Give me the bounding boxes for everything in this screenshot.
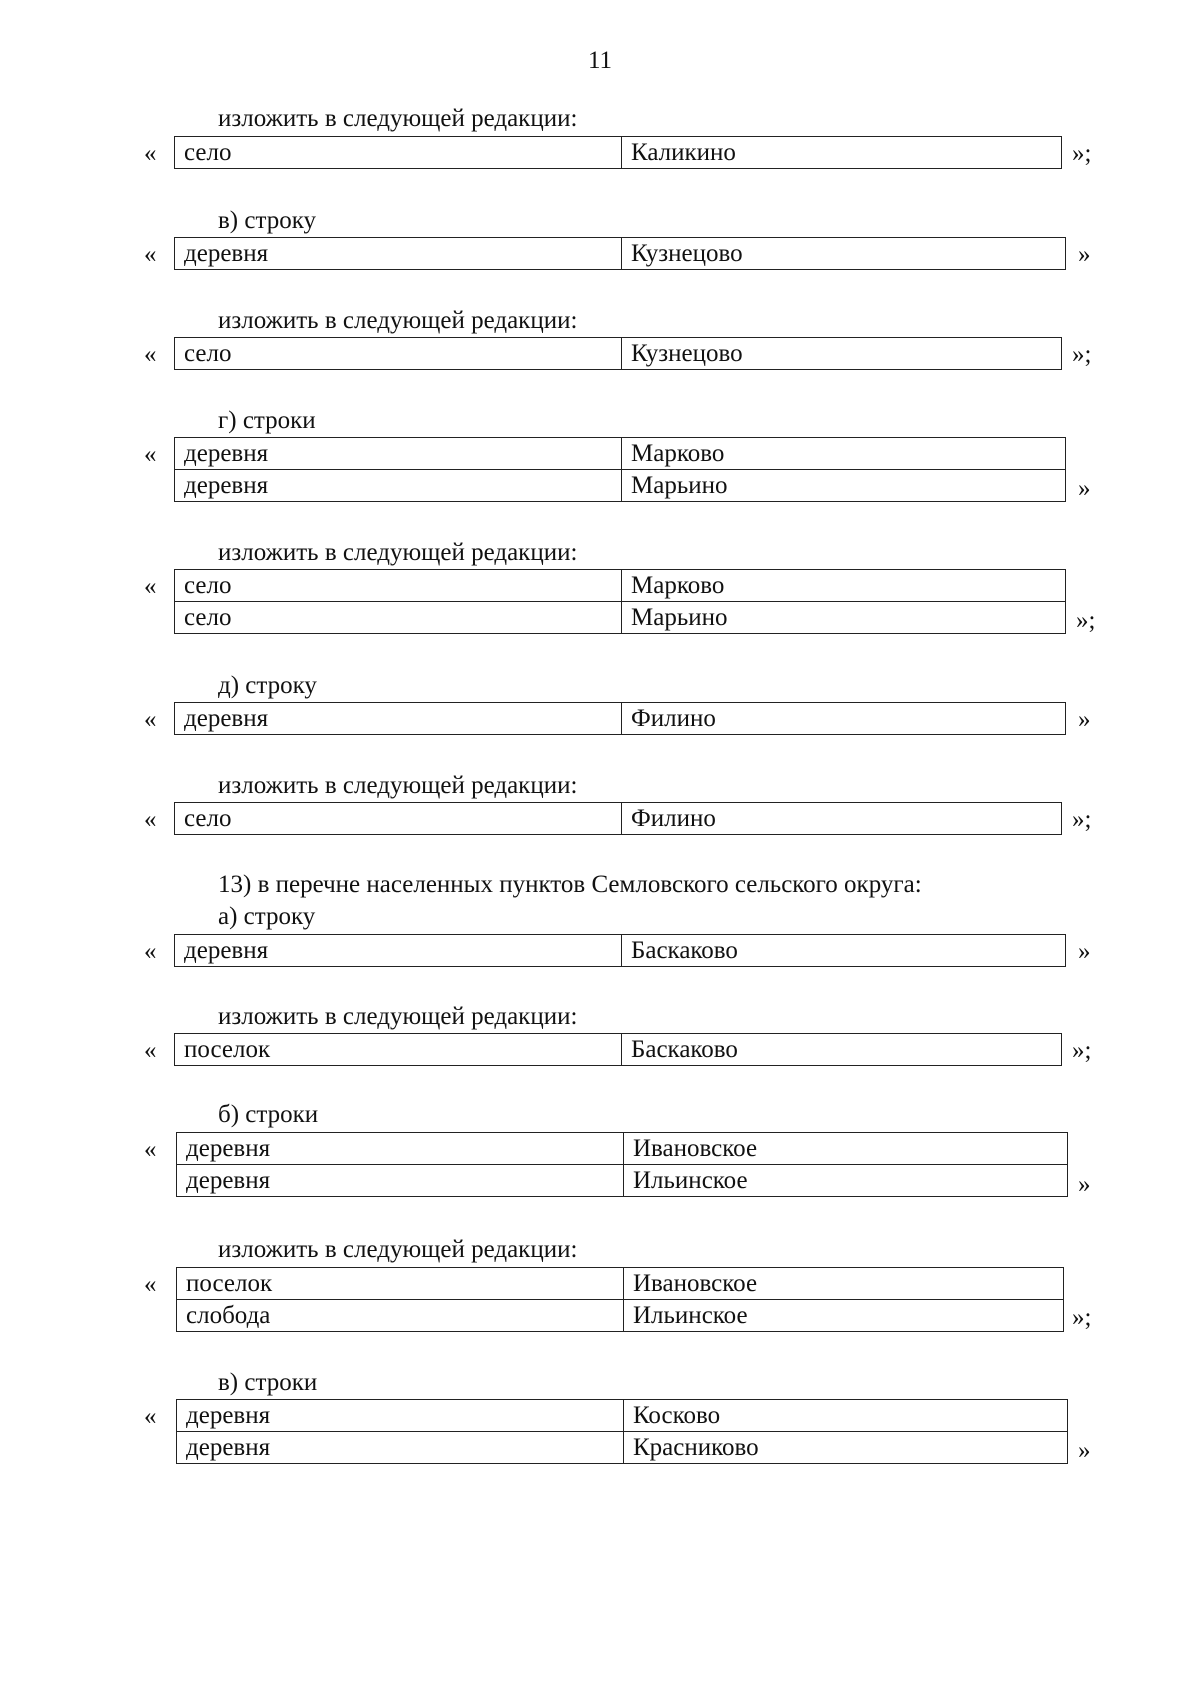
settlement-name-cell: Косково: [624, 1400, 1068, 1432]
settlement-table: [174, 237, 1066, 270]
settlement-table: [174, 437, 1066, 502]
settlement-name-cell: Кузнецово: [622, 238, 1066, 270]
open-quote: «: [144, 140, 157, 167]
settlement-name-cell: Марьино: [622, 602, 1066, 634]
open-quote: «: [144, 1271, 157, 1298]
open-quote: «: [144, 1403, 157, 1430]
table-row: [175, 1034, 1062, 1066]
block-heading: изложить в следующей редакции:: [218, 772, 578, 799]
open-quote: «: [144, 706, 157, 733]
close-quote: »: [1078, 241, 1091, 268]
close-quote: »;: [1072, 806, 1092, 833]
settlement-type-cell: деревня: [175, 703, 622, 735]
section-paragraph: 13) в перечне населенных пунктов Семловского сельского округа:: [218, 871, 922, 898]
settlement-table: [174, 1033, 1062, 1066]
settlement-type-cell: деревня: [177, 1432, 624, 1464]
block-heading: изложить в следующей редакции:: [218, 539, 578, 566]
settlement-name-cell: Ивановское: [624, 1133, 1068, 1165]
page-number: 11: [587, 47, 613, 74]
settlement-name-cell: Марьино: [622, 470, 1066, 502]
table-row: [175, 137, 1062, 169]
settlement-type-cell: село: [175, 570, 622, 602]
settlement-name-cell: Филино: [622, 703, 1066, 735]
table-row: [175, 703, 1066, 735]
settlement-table: [176, 1267, 1064, 1332]
table-row: [177, 1165, 1068, 1197]
open-quote: «: [144, 573, 157, 600]
settlement-type-cell: деревня: [175, 438, 622, 470]
close-quote: »: [1078, 1171, 1091, 1198]
close-quote: »: [1078, 1437, 1091, 1464]
open-quote: «: [144, 441, 157, 468]
table-row: [177, 1268, 1064, 1300]
settlement-name-cell: Баскаково: [622, 1034, 1062, 1066]
settlement-name-cell: Ильинское: [624, 1300, 1064, 1332]
block-heading: б) строки: [218, 1101, 319, 1128]
settlement-name-cell: Красниково: [624, 1432, 1068, 1464]
settlement-name-cell: Марково: [622, 438, 1066, 470]
settlement-name-cell: Ильинское: [624, 1165, 1068, 1197]
settlement-name-cell: Кузнецово: [622, 338, 1062, 370]
settlement-name-cell: Каликино: [622, 137, 1062, 169]
settlement-type-cell: деревня: [175, 470, 622, 502]
close-quote: »: [1078, 706, 1091, 733]
close-quote: »: [1078, 475, 1091, 502]
close-quote: »;: [1076, 607, 1096, 634]
table-row: [177, 1432, 1068, 1464]
block-heading: изложить в следующей редакции:: [218, 105, 578, 132]
table-row: [175, 238, 1066, 270]
settlement-table: [174, 702, 1066, 735]
block-heading: изложить в следующей редакции:: [218, 307, 578, 334]
settlement-type-cell: деревня: [177, 1400, 624, 1432]
settlement-type-cell: поселок: [175, 1034, 622, 1066]
open-quote: «: [144, 341, 157, 368]
table-row: [177, 1300, 1064, 1332]
settlement-type-cell: село: [175, 137, 622, 169]
block-heading: в) строки: [218, 1369, 318, 1396]
close-quote: »;: [1072, 1037, 1092, 1064]
settlement-table: [174, 337, 1062, 370]
settlement-table: [176, 1399, 1068, 1464]
settlement-type-cell: село: [175, 602, 622, 634]
table-row: [177, 1400, 1068, 1432]
settlement-type-cell: село: [175, 803, 622, 835]
open-quote: «: [144, 241, 157, 268]
open-quote: «: [144, 938, 157, 965]
block-heading: в) строку: [218, 207, 316, 234]
close-quote: »;: [1072, 1304, 1092, 1331]
block-heading: г) строки: [218, 407, 316, 434]
table-row: [175, 438, 1066, 470]
settlement-name-cell: Ивановское: [624, 1268, 1064, 1300]
settlement-table: [176, 1132, 1068, 1197]
table-row: [175, 470, 1066, 502]
settlement-name-cell: Филино: [622, 803, 1062, 835]
settlement-table: [174, 136, 1062, 169]
block-heading: а) строку: [218, 903, 316, 930]
table-row: [177, 1133, 1068, 1165]
table-row: [175, 570, 1066, 602]
open-quote: «: [144, 1037, 157, 1064]
settlement-name-cell: Баскаково: [622, 935, 1066, 967]
open-quote: «: [144, 806, 157, 833]
settlement-type-cell: поселок: [177, 1268, 624, 1300]
open-quote: «: [144, 1136, 157, 1163]
settlement-name-cell: Марково: [622, 570, 1066, 602]
settlement-table: [174, 569, 1066, 634]
settlement-type-cell: деревня: [175, 935, 622, 967]
close-quote: »;: [1072, 341, 1092, 368]
close-quote: »: [1078, 938, 1091, 965]
table-row: [175, 803, 1062, 835]
settlement-type-cell: деревня: [177, 1165, 624, 1197]
block-heading: изложить в следующей редакции:: [218, 1003, 578, 1030]
settlement-type-cell: село: [175, 338, 622, 370]
block-heading: д) строку: [218, 672, 317, 699]
settlement-type-cell: деревня: [175, 238, 622, 270]
settlement-table: [174, 934, 1066, 967]
settlement-type-cell: слобода: [177, 1300, 624, 1332]
table-row: [175, 338, 1062, 370]
table-row: [175, 602, 1066, 634]
table-row: [175, 935, 1066, 967]
close-quote: »;: [1072, 140, 1092, 167]
settlement-type-cell: деревня: [177, 1133, 624, 1165]
block-heading: изложить в следующей редакции:: [218, 1236, 578, 1263]
settlement-table: [174, 802, 1062, 835]
